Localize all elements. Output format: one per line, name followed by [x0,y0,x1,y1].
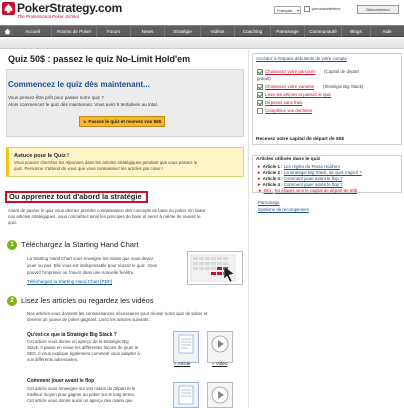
quiz-heading: Commencez le quiz dès maintenant... [8,80,150,89]
nav-item-communaute[interactable]: Communauté [305,26,342,37]
arrow-right-icon: ► [82,119,88,124]
quiz-articles-heading: Articles utilisés dans le quiz [256,157,321,162]
step2-title: Lisez les articles ou regardez les vidéos [21,296,154,305]
article-label: Article 4 [262,182,280,187]
start-quiz-label: Passez le quiz et recevez vos 50$ [88,119,162,124]
start-quiz-button[interactable] [79,116,165,127]
page-title: Quiz 50$ : passez le quiz No-Limit Hold'em [8,54,191,64]
site-header [0,0,404,24]
article-document-icon[interactable] [173,382,199,408]
info-link[interactable]: les étapes vers le capital de départ de 50$ [274,188,358,193]
starting-capital-total: Recevez votre capital de départ de 50$ [256,137,344,142]
checklist-item-link[interactable]: Déposez sans frais [265,100,303,105]
column-divider [248,50,249,408]
nav-item-aide[interactable]: Aide [382,29,392,34]
nav-item-coaching[interactable]: Coaching [235,26,271,37]
site-name: PokerStrategy.com [17,1,123,15]
sidebar-article-item[interactable]: ► Article 4 : Comment jouer après le flop ? [257,182,343,187]
username: jomontradelmex [312,6,341,11]
sidebar-article-item[interactable]: ► Article 1 : Les règles du Texas Hold'em [257,164,340,169]
site-logo[interactable] [2,2,152,22]
info-label: Info : [263,188,274,193]
arrow-right-icon: ► [258,188,264,193]
site-tagline: The Professional Poker School [17,14,79,19]
step1-text: jouer ou pas. Elle vous est indispensable pour réussir le quiz. Vous [27,263,158,268]
article-label: Article 2 [262,170,280,175]
checklist-checkbox [257,84,263,90]
quiz-text: Alors commencez le quiz dès maintenant. Vous avez 5 tentatives au total. [8,102,158,107]
article-link[interactable]: La stratégie Big Stack, de quoi s'agit-il ? [283,170,362,175]
arrow-right-icon: ► [257,176,263,181]
sidebar-article-item[interactable]: ► Article 3 : Comment jouer avant le flop ? [257,176,343,181]
beginner-area-link[interactable]: Accédez à l'espace débutants de votre compte [256,56,347,61]
article1-text: Cet article vous donne un aperçu de la Stratégie Big [27,339,129,344]
section-title: Ou apprenez tout d'abord la stratégie [5,191,148,203]
quiz-text: Vous pensez-être prêt pour passer notre quiz ? [8,95,104,100]
article-label: Article 3 [262,176,280,181]
article2-text: meilleur moyen pour gagner au poker sur le long terme. [27,392,136,397]
video-play-icon[interactable] [207,331,233,363]
checklist-item-link[interactable]: Choisissez votre parcours [265,69,316,74]
intro-text: quiz. [8,220,18,225]
main-nav [0,25,404,37]
logout-button[interactable]: Déconnexion [357,5,399,14]
article-link[interactable]: Comment jouer avant le flop ? [283,176,343,181]
article2-text: Cet article vous donne aussi un aperçu des mains que [27,398,133,403]
arrow-right-icon: ► [257,164,263,169]
step-number-badge: 2 [7,296,17,306]
tip-text: quiz. Personne n'attend de vous que vous connaissiez les articles par cœur ! [14,166,164,171]
checklist-item-link[interactable]: Complétez vos données [265,108,313,113]
language-value: Français [277,8,293,13]
checklist-item-note: gratuit) [257,76,271,81]
hand-chart-thumbnail[interactable] [187,251,243,285]
article1-title[interactable]: Qu'est-ce que la Stratégie Big Stack ? [27,332,117,338]
article-link[interactable]: Comment jouer après le flop ? [283,182,343,187]
nav-item-accueil[interactable]: Accueil [14,26,52,37]
nav-item-parrainage[interactable]: Parrainage [271,26,305,37]
step2-text: Nos articles vous donnent les connaissances nécessaires pour réussir notre quiz de poker et [27,311,208,316]
step1-title: Téléchargez la Starting Hand Chart [21,240,139,249]
nav-item-blogs[interactable]: Blogs [342,26,371,37]
article2-text: Cet article vous renseigne sur vos mains de départ et le [27,386,136,391]
checklist-checkbox [257,100,263,106]
banner-strip [0,38,404,49]
footer-link-recompenses[interactable]: Système de récompenses [258,207,309,212]
sidebar-info-link[interactable] [258,188,357,193]
arrow-right-icon: ► [257,170,263,175]
step2-text: devenir un joueur de poker gagnant. Lisez les articles suivants : [27,317,151,322]
step1-text: La Starting Hand Chart vous enseigne les mains que vous devez [27,256,154,261]
intro-text: Avant de passer le quiz vous devriez prendre connaissance des concepts de base du poker. En lisant [8,208,206,213]
spade-logo-icon [2,2,15,15]
article-document-icon[interactable] [173,331,199,363]
home-icon[interactable] [4,28,11,35]
step1-text: pouvez l'imprimer ou l'ouvrir dans une nouvelle fenêtre. [27,270,135,275]
nav-item-news[interactable]: News [131,26,165,37]
sidebar-article-item[interactable]: ► Article 2 : La stratégie Big Stack, de quoi s'agit-il ? [257,170,362,175]
nav-item-videos[interactable]: Vidéos [201,26,235,37]
intro-text: nos articles stratégiques, vous connaîtrez ainsi les principes de base et serez à même de réussir le [8,214,201,219]
checklist-item-link[interactable]: Lisez les articles et passez le quiz [265,92,332,97]
article2-title[interactable]: Comment jouer avant le flop [27,378,95,384]
checklist-item-link[interactable]: Choisissez votre variante [265,84,315,89]
video-play-icon[interactable] [207,382,233,408]
footer-link-parrainage[interactable]: Parrainage [258,200,280,205]
download-hand-chart-link[interactable]: Téléchargez la Starting Hand Chart [PDF] [27,279,113,284]
checklist-item-note: (Stratégie Big Stack) [323,84,364,89]
arrow-right-icon: ► [257,182,263,187]
user-checkbox[interactable] [304,6,310,12]
checklist-checkbox [257,69,263,75]
checklist-checkbox [257,92,263,98]
nav-item-strategie[interactable]: Stratégie [165,26,201,37]
article-link[interactable]: Les règles du Texas Hold'em [283,164,340,169]
checklist-checkbox [257,108,263,114]
article1-text: Stack. Il passe en revue les différentes façons de jouer le [27,345,139,350]
tip-title: Astuce pour le Quiz ! [14,153,70,159]
chevron-down-icon: ▾ [296,8,299,13]
article-label: Article 1 [262,164,280,169]
article1-video-link[interactable]: » Vidéo [212,361,228,366]
language-select[interactable] [274,6,301,14]
checklist-item-note: (Capital de départ [324,69,359,74]
article1-text: vos différents adversaires. [27,357,79,362]
step-number-badge: 1 [7,240,17,250]
article1-text: SBS. Il vous explique également comment vous adapter à [27,351,140,356]
nav-item-forum[interactable]: Forum [97,26,131,37]
nav-item-rooms[interactable]: Rooms de Poker [52,26,97,37]
beginner-checklist-box [252,53,402,145]
article1-article-link[interactable]: » Article [174,361,191,366]
tip-text: Vous pouvez chercher les réponses dans les articles stratégiques pendant que vous passez le [14,160,198,165]
